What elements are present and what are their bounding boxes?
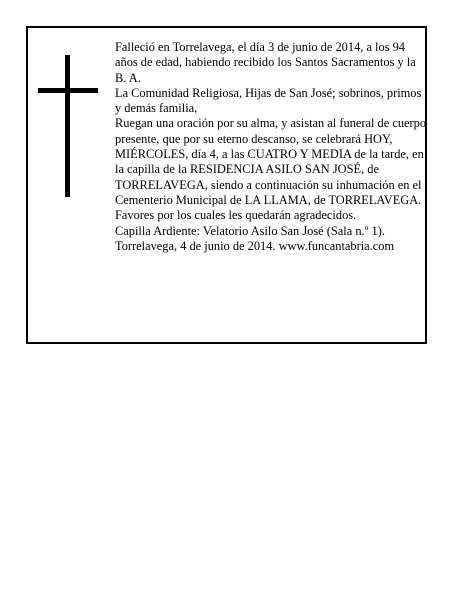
chapel-location: Capilla Ardiente: Velatorio Asilo San José (Sala n.º 1). — [115, 223, 385, 238]
cross-icon — [38, 55, 98, 197]
death-announcement: Falleció en Torrelavega, el día 3 de junio de 2014, a los 94 años de edad, habiendo recibido los Santos Sacramentos y la B. A. — [115, 40, 416, 85]
cross-vertical-bar — [65, 55, 70, 197]
gratitude-line: Favores por los cuales les quedarán agradecidos. — [115, 208, 357, 223]
obituary-notice — [26, 26, 427, 344]
funeral-details: Ruegan una oración por su alma, y asistan al funeral de cuerpo presente, que por su eterno descanso, se celebrará HOY, MIÉRCOLES, día 4, a las CUATRO Y MEDIA de la tarde, en la capilla de la RESIDENCIA ASILO SAN JOSÉ, de TORRELAVEGA, siendo a continuación su inhumación en el Cementerio Municipal de LA LLAMA, de TORRELAVEGA. — [115, 116, 427, 207]
date-and-website: Torrelavega, 4 de junio de 2014. www.funcantabria.com — [115, 238, 395, 253]
notice-text — [115, 40, 427, 254]
cross-horizontal-bar — [38, 88, 98, 93]
family-line: La Comunidad Religiosa, Hijas de San José; sobrinos, primos y demás familia, — [115, 85, 422, 116]
